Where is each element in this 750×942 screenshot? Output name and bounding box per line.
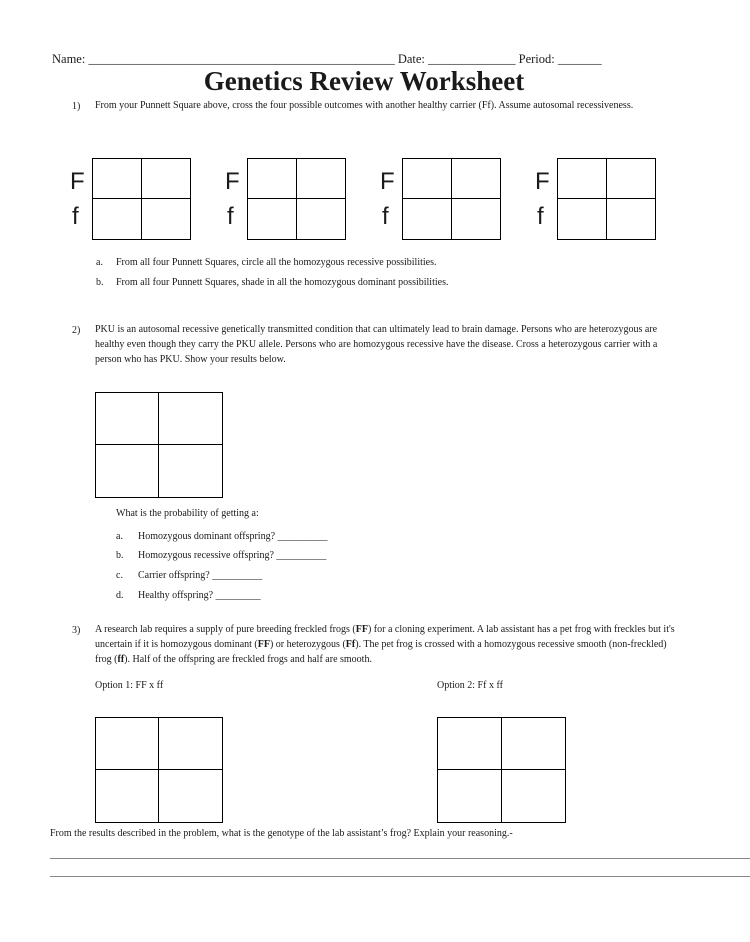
answer-line-1[interactable]: ____________________________________________________________________________________________________________________________________________	[50, 849, 750, 860]
allele-label-recessive: f	[227, 203, 234, 230]
punnett-cell[interactable]	[403, 159, 452, 199]
q2-sub-a-text: Homozygous dominant offspring? __________	[138, 531, 328, 542]
q1-sub-a-letter: a.	[96, 257, 103, 268]
q2-sub-a-letter: a.	[116, 531, 123, 542]
worksheet-title: Genetics Review Worksheet	[203, 66, 525, 96]
answer-line-2[interactable]: ____________________________________________________________________________________________________________________________________________	[50, 867, 750, 878]
punnett-cell[interactable]	[607, 159, 656, 199]
q1-number: 1)	[72, 101, 81, 112]
punnett-grid[interactable]	[247, 158, 346, 240]
punnett-cell[interactable]	[159, 770, 222, 822]
punnett-cell[interactable]	[558, 199, 607, 239]
q2-probability-intro: What is the probability of getting a:	[116, 508, 259, 519]
q3-number: 3)	[72, 625, 81, 636]
punnett-cell[interactable]	[452, 199, 501, 239]
allele-label-dominant: F	[225, 168, 240, 195]
q3-option-2-label: Option 2: Ff x ff	[437, 680, 503, 691]
punnett-cell[interactable]	[502, 718, 566, 770]
punnett-cell[interactable]	[159, 718, 222, 770]
punnett-cell[interactable]	[142, 199, 191, 239]
punnett-cell[interactable]	[159, 445, 222, 497]
q3-text: A research lab requires a supply of pure breeding freckled frogs (FF) for a cloning experiment. A lab assistant has a pet frog with freckles but it's uncertain if it is homozygous dominant (FF) or heterozygous (Ff). The pet frog is crossed with a homozygous recessive smooth (non-freckled) frog (ff). Half of the offspring are freckled frogs and half are smooth.	[95, 624, 675, 665]
allele-label-recessive: f	[382, 203, 389, 230]
punnett-cell[interactable]	[558, 159, 607, 199]
punnett-cell[interactable]	[159, 393, 222, 445]
allele-label-dominant: F	[535, 168, 550, 195]
q1-sub-b-letter: b.	[96, 277, 104, 288]
q2-sub-d-letter: d.	[116, 590, 124, 601]
q2-number: 2)	[72, 325, 81, 336]
punnett-cell[interactable]	[297, 199, 346, 239]
punnett-cell[interactable]	[96, 445, 159, 497]
punnett-cell[interactable]	[502, 770, 566, 822]
q2-punnett-grid[interactable]	[95, 392, 223, 498]
q2-sub-b-text: Homozygous recessive offspring? __________	[138, 550, 327, 561]
allele-label-dominant: F	[380, 168, 395, 195]
punnett-grid[interactable]	[557, 158, 656, 240]
punnett-cell[interactable]	[96, 718, 159, 770]
punnett-cell[interactable]	[607, 199, 656, 239]
punnett-cell[interactable]	[438, 770, 502, 822]
punnett-grid[interactable]	[92, 158, 191, 240]
q3-option-2-punnett-grid[interactable]	[437, 717, 566, 823]
punnett-cell[interactable]	[438, 718, 502, 770]
header-fields-line: Name: _________________________________________________ Date: ______________ Period: _______	[52, 52, 602, 66]
punnett-cell[interactable]	[248, 199, 297, 239]
punnett-grid[interactable]	[402, 158, 501, 240]
q1-text: From your Punnett Square above, cross the four possible outcomes with another healthy carrier (Ff). Assume autosomal recessiveness.	[95, 100, 634, 111]
allele-label-recessive: f	[72, 203, 79, 230]
q2-sub-c-letter: c.	[116, 570, 123, 581]
q3-option-1-label: Option 1: FF x ff	[95, 680, 164, 691]
q2-sub-d-text: Healthy offspring? _________	[138, 590, 261, 601]
allele-label-recessive: f	[537, 203, 544, 230]
punnett-cell[interactable]	[142, 159, 191, 199]
allele-label-dominant: F	[70, 168, 85, 195]
q1-sub-a-text: From all four Punnett Squares, circle all the homozygous recessive possibilities.	[116, 257, 437, 268]
punnett-cell[interactable]	[248, 159, 297, 199]
q1-sub-b-text: From all four Punnett Squares, shade in all the homozygous dominant possibilities.	[116, 277, 449, 288]
punnett-cell[interactable]	[93, 199, 142, 239]
q3-option-1-punnett-grid[interactable]	[95, 717, 223, 823]
punnett-cell[interactable]	[403, 199, 452, 239]
punnett-cell[interactable]	[96, 770, 159, 822]
q3-final-question: From the results described in the problem, what is the genotype of the lab assistant’s frog? Explain your reasoning.-	[50, 828, 513, 839]
punnett-cell[interactable]	[96, 393, 159, 445]
punnett-cell[interactable]	[93, 159, 142, 199]
punnett-cell[interactable]	[452, 159, 501, 199]
punnett-cell[interactable]	[297, 159, 346, 199]
q2-sub-c-text: Carrier offspring? __________	[138, 570, 263, 581]
q2-sub-b-letter: b.	[116, 550, 124, 561]
q2-text: PKU is an autosomal recessive genetically transmitted condition that can ultimately lead to brain damage. Persons who are heterozygous are healthy even though they carry the PKU allele. Persons who are homozygous recessive have the disease. Cross a heterozygous carrier with a person who has PKU. Show your results below.	[95, 324, 658, 365]
